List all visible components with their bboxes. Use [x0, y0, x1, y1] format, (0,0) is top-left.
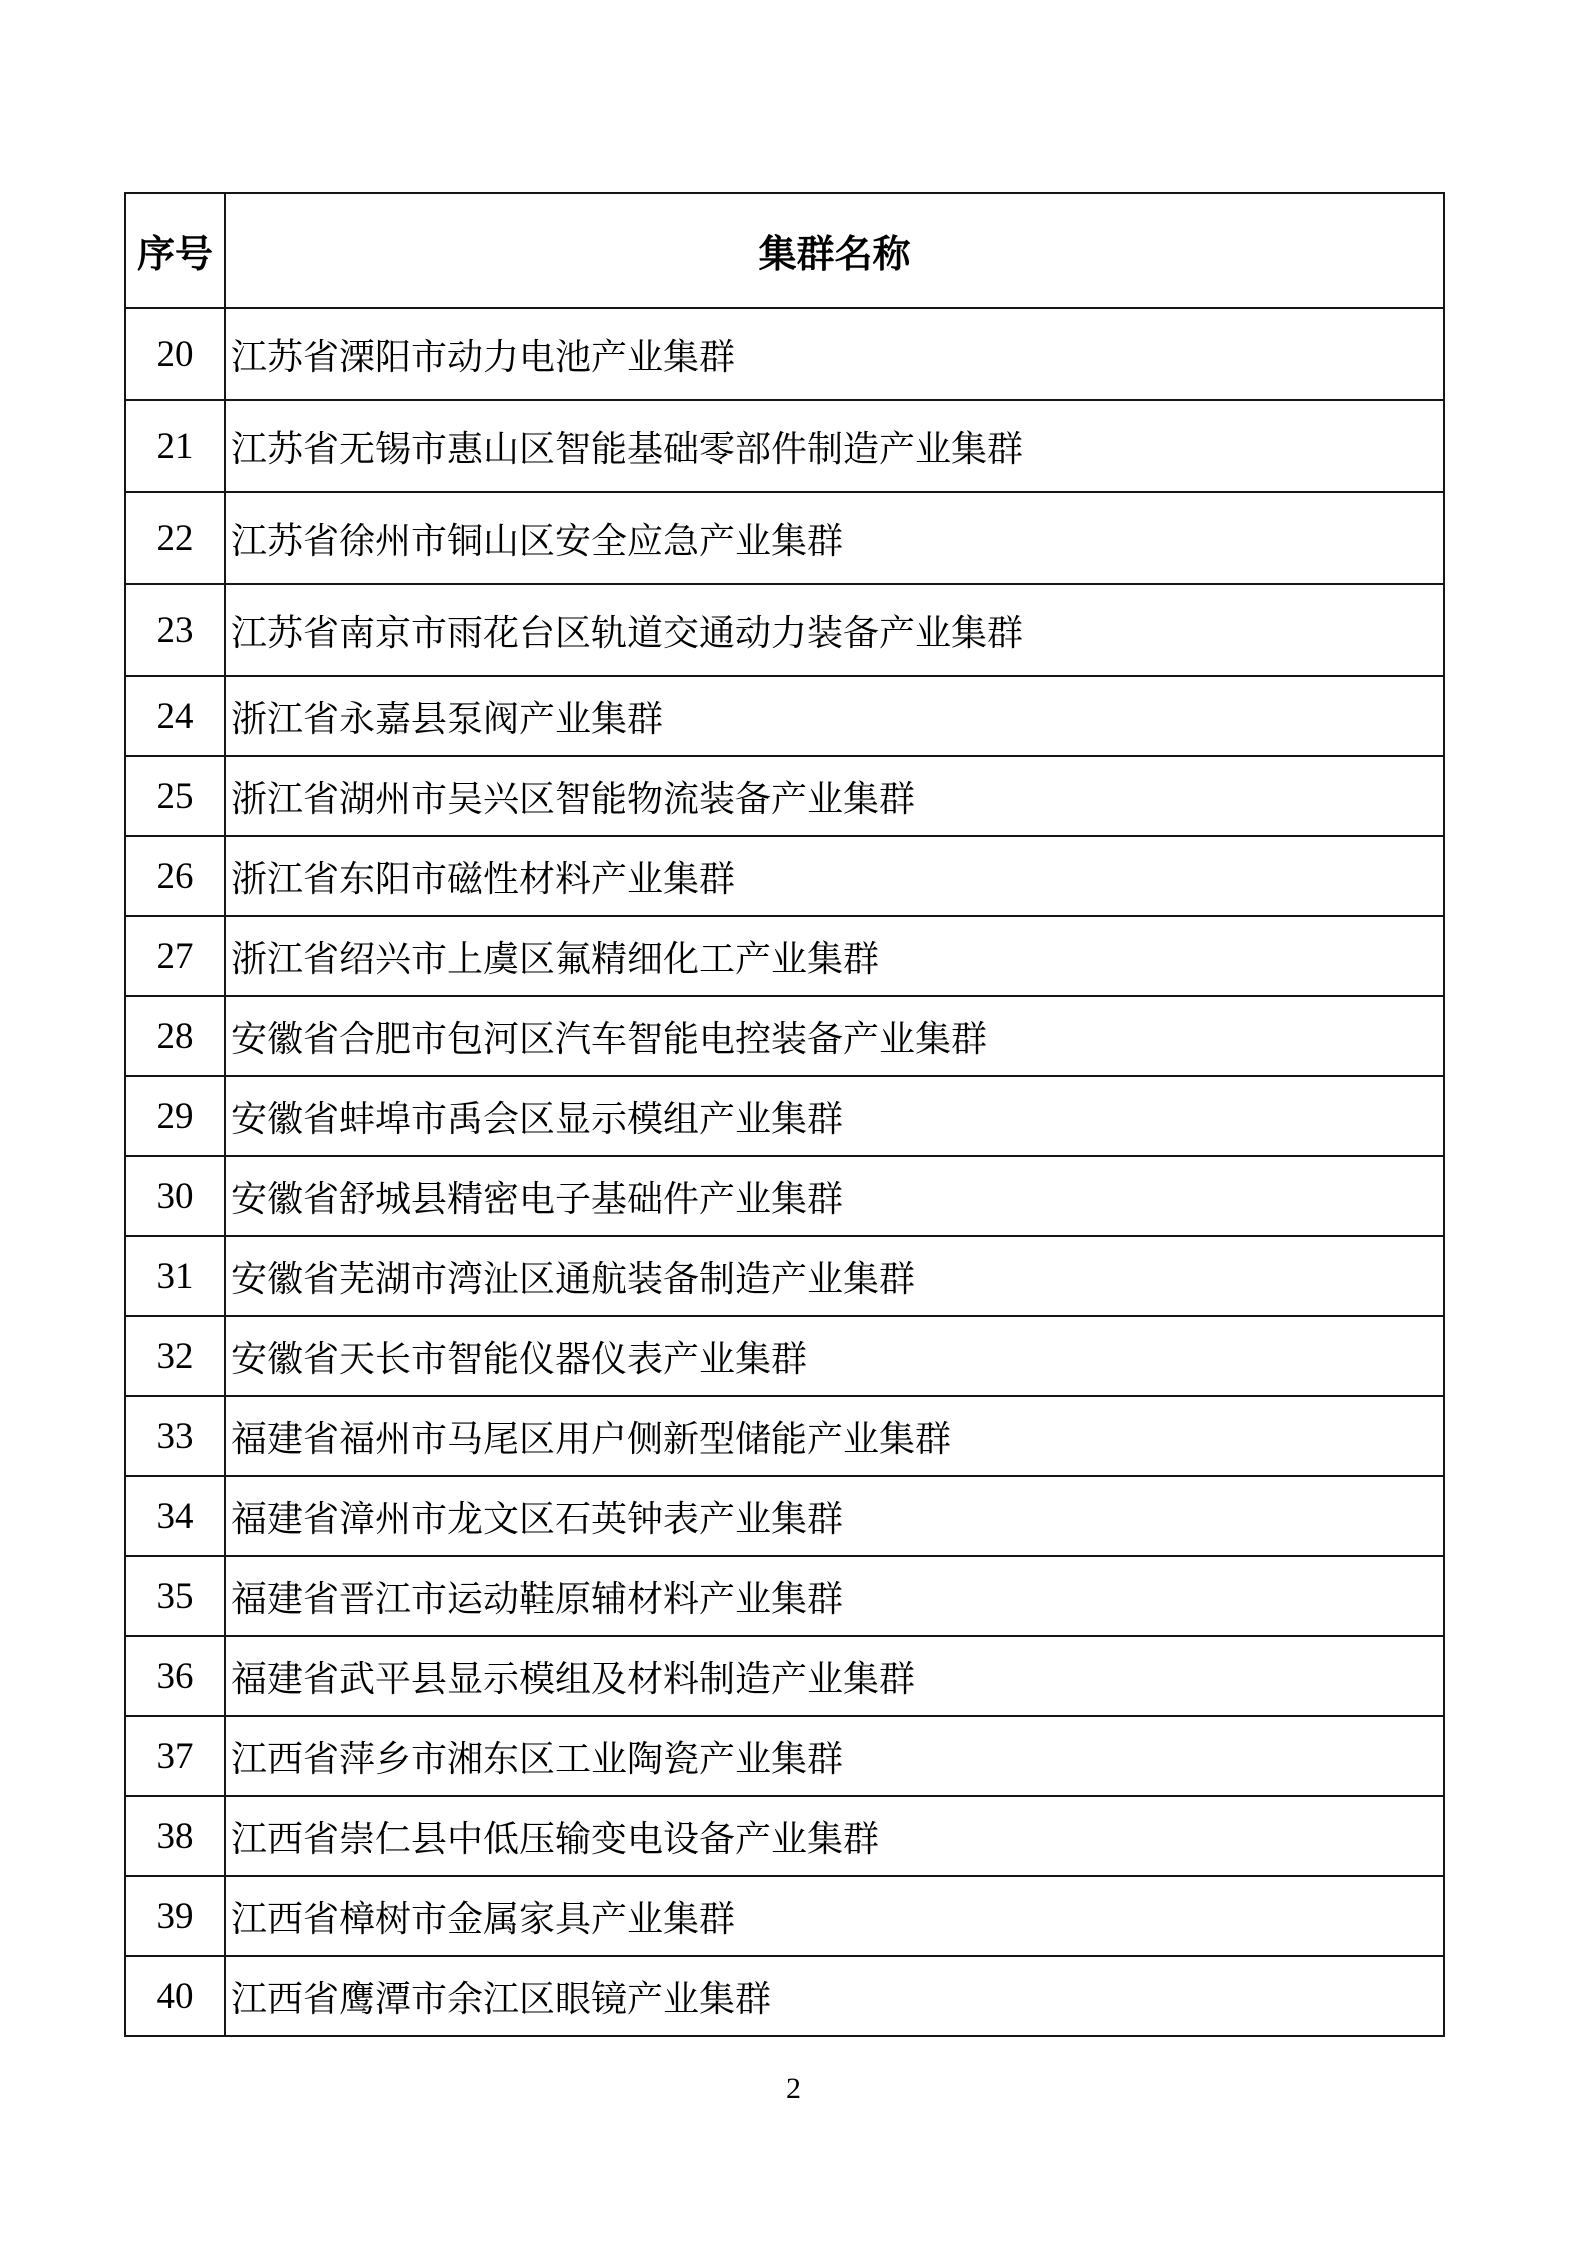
row-index-cell: 38 — [126, 1797, 226, 1875]
cluster-name-cell: 浙江省绍兴市上虞区氟精细化工产业集群 — [231, 938, 880, 979]
cluster-name-cell: 福建省武平县显示模组及材料制造产业集群 — [231, 1658, 916, 1699]
table-row — [126, 1955, 1443, 2035]
cluster-name-cell: 安徽省蚌埠市禹会区显示模组产业集群 — [231, 1098, 844, 1139]
table-row — [126, 1315, 1443, 1395]
row-index-cell: 34 — [126, 1477, 226, 1555]
table-header-row — [126, 194, 1443, 307]
table-row — [126, 675, 1443, 755]
table-row — [126, 1555, 1443, 1635]
cluster-name-cell: 安徽省天长市智能仪器仪表产业集群 — [231, 1338, 808, 1379]
header-no: 序号 — [126, 194, 226, 307]
table-row — [126, 915, 1443, 995]
cluster-name-cell: 江西省萍乡市湘东区工业陶瓷产业集群 — [231, 1738, 844, 1779]
cluster-name-cell: 江西省樟树市金属家具产业集群 — [231, 1898, 736, 1939]
table-row — [126, 755, 1443, 835]
row-index-cell: 33 — [126, 1397, 226, 1475]
table-row — [126, 491, 1443, 583]
cluster-name-cell: 福建省晋江市运动鞋原辅材料产业集群 — [231, 1578, 844, 1619]
table-row — [126, 1635, 1443, 1715]
cluster-name-cell: 浙江省湖州市吴兴区智能物流装备产业集群 — [231, 778, 916, 819]
row-index-cell: 40 — [126, 1957, 226, 2035]
row-index-cell: 32 — [126, 1317, 226, 1395]
row-index-cell: 20 — [126, 309, 226, 399]
row-index-cell: 31 — [126, 1237, 226, 1315]
row-index-cell: 21 — [126, 401, 226, 491]
row-index-cell: 29 — [126, 1077, 226, 1155]
cluster-name-cell: 安徽省芜湖市湾沚区通航装备制造产业集群 — [231, 1258, 916, 1299]
table-row — [126, 1795, 1443, 1875]
page-number: 2 — [786, 2072, 801, 2105]
table-row — [126, 307, 1443, 399]
header-cluster-name: 集群名称 — [758, 234, 911, 276]
table-row — [126, 1715, 1443, 1795]
row-index-cell: 23 — [126, 585, 226, 675]
table-row — [126, 1395, 1443, 1475]
cluster-name-cell: 浙江省永嘉县泵阀产业集群 — [231, 698, 664, 739]
cluster-name-cell: 江西省鹰潭市余江区眼镜产业集群 — [231, 1978, 772, 2019]
row-index-cell: 24 — [126, 677, 226, 755]
table-row — [126, 995, 1443, 1075]
cluster-table — [124, 192, 1445, 2037]
row-index-cell: 39 — [126, 1877, 226, 1955]
cluster-name-cell: 江苏省南京市雨花台区轨道交通动力装备产业集群 — [231, 612, 1024, 653]
cluster-name-cell: 浙江省东阳市磁性材料产业集群 — [231, 858, 736, 899]
table-row — [126, 1475, 1443, 1555]
row-index-cell: 27 — [126, 917, 226, 995]
table-row — [126, 583, 1443, 675]
cluster-name-cell: 江苏省无锡市惠山区智能基础零部件制造产业集群 — [231, 428, 1024, 469]
cluster-name-cell: 江西省崇仁县中低压输变电设备产业集群 — [231, 1818, 880, 1859]
cluster-name-cell: 福建省福州市马尾区用户侧新型储能产业集群 — [231, 1418, 952, 1459]
cluster-name-cell: 江苏省溧阳市动力电池产业集群 — [231, 336, 736, 377]
table-row — [126, 1235, 1443, 1315]
table-row — [126, 1075, 1443, 1155]
table-row — [126, 835, 1443, 915]
cluster-name-cell: 江苏省徐州市铜山区安全应急产业集群 — [231, 520, 844, 561]
row-index-cell: 22 — [126, 493, 226, 583]
row-index-cell: 37 — [126, 1717, 226, 1795]
cluster-name-cell: 安徽省舒城县精密电子基础件产业集群 — [231, 1178, 844, 1219]
cluster-name-cell: 安徽省合肥市包河区汽车智能电控装备产业集群 — [231, 1018, 988, 1059]
row-index-cell: 30 — [126, 1157, 226, 1235]
row-index-cell: 35 — [126, 1557, 226, 1635]
row-index-cell: 28 — [126, 997, 226, 1075]
table-row — [126, 1875, 1443, 1955]
row-index-cell: 26 — [126, 837, 226, 915]
cluster-name-cell: 福建省漳州市龙文区石英钟表产业集群 — [231, 1498, 844, 1539]
table-row — [126, 399, 1443, 491]
row-index-cell: 36 — [126, 1637, 226, 1715]
table-row — [126, 1155, 1443, 1235]
row-index-cell: 25 — [126, 757, 226, 835]
